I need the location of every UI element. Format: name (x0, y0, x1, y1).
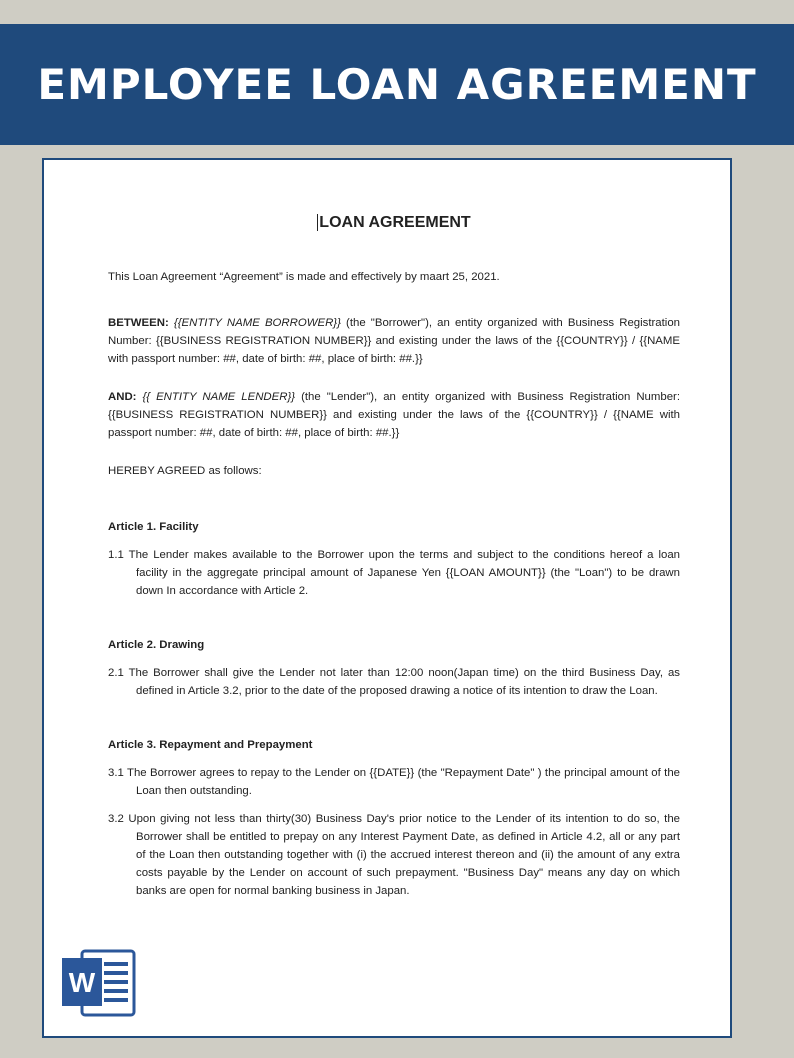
between-text: (the "Borrower"), an entity organized with Business Registration Number: {{BUSINESS REGISTRATION NUMBER}} and existing under the laws of the {{COUNTRY}} / {{NAME with passport number: ##, date of birth: ##, place of birth: ##.}} (108, 317, 680, 365)
article-3 (108, 736, 680, 900)
between-paragraph (108, 314, 680, 368)
clause-3-1: 3.1 The Borrower agrees to repay to the Lender on {{DATE}} (the "Repayment Date" ) the principal amount of the Loan then outstanding. (108, 767, 680, 797)
document-content (108, 214, 680, 936)
lender-entity: {{ ENTITY NAME LENDER}} (142, 391, 296, 403)
intro-paragraph: This Loan Agreement “Agreement” is made and effectively by maart 25, 2021. (108, 271, 500, 283)
borrower-entity: {{ENTITY NAME BORROWER}} (173, 317, 341, 329)
document-page (42, 158, 732, 1038)
article-2 (108, 636, 680, 700)
word-icon-letter: W (68, 967, 96, 998)
clause-2-1: 2.1 The Borrower shall give the Lender not later than 12:00 noon(Japan time) on the third Business Day, as defined in Article 3.2, prior to the date of the proposed drawing a notice of its intention to draw the Loan. (108, 667, 680, 697)
and-text: (the "Lender"), an entity organized with Business Registration Number: {{BUSINESS REGISTRATION NUMBER}} and existing under the laws of the {{COUNTRY}} / {{NAME with passport number: ##, date of birth: ##, place of birth: ##.}} (108, 391, 681, 439)
document-title: LOAN AGREEMENT (319, 214, 471, 231)
clause-3-2: 3.2 Upon giving not less than thirty(30) Business Day's prior notice to the Lender of its intention to do so, the Borrower shall be entitled to prepay on any Interest Payment Date, as defined in Article 4.2, all or any part of the Loan then outstanding together with (i) the accrued interest thereon and (ii) the amount of any extra costs payable by the Lender on account of such prepayment. "Business Day" means any day on which banks are open for normal banking business in Japan. (108, 813, 680, 897)
between-label: BETWEEN: (108, 317, 169, 329)
hereby-paragraph: HEREBY AGREED as follows: (108, 465, 262, 477)
and-paragraph (108, 388, 680, 442)
article-1 (108, 518, 680, 600)
and-label: AND: (108, 391, 137, 403)
word-icon (58, 948, 138, 1018)
article-heading: Article 3. Repayment and Prepayment (108, 739, 313, 751)
article-heading: Article 1. Facility (108, 521, 199, 533)
clause-1-1: 1.1 The Lender makes available to the Borrower upon the terms and subject to the conditions hereof a loan facility in the aggregate principal amount of Japanese Yen {{LOAN AMOUNT}} (the "Loan") to be drawn down In accordance with Article 2. (108, 549, 680, 597)
article-heading: Article 2. Drawing (108, 639, 205, 651)
banner-title: EMPLOYEE LOAN AGREEMENT (37, 60, 757, 109)
header-banner (0, 24, 794, 145)
